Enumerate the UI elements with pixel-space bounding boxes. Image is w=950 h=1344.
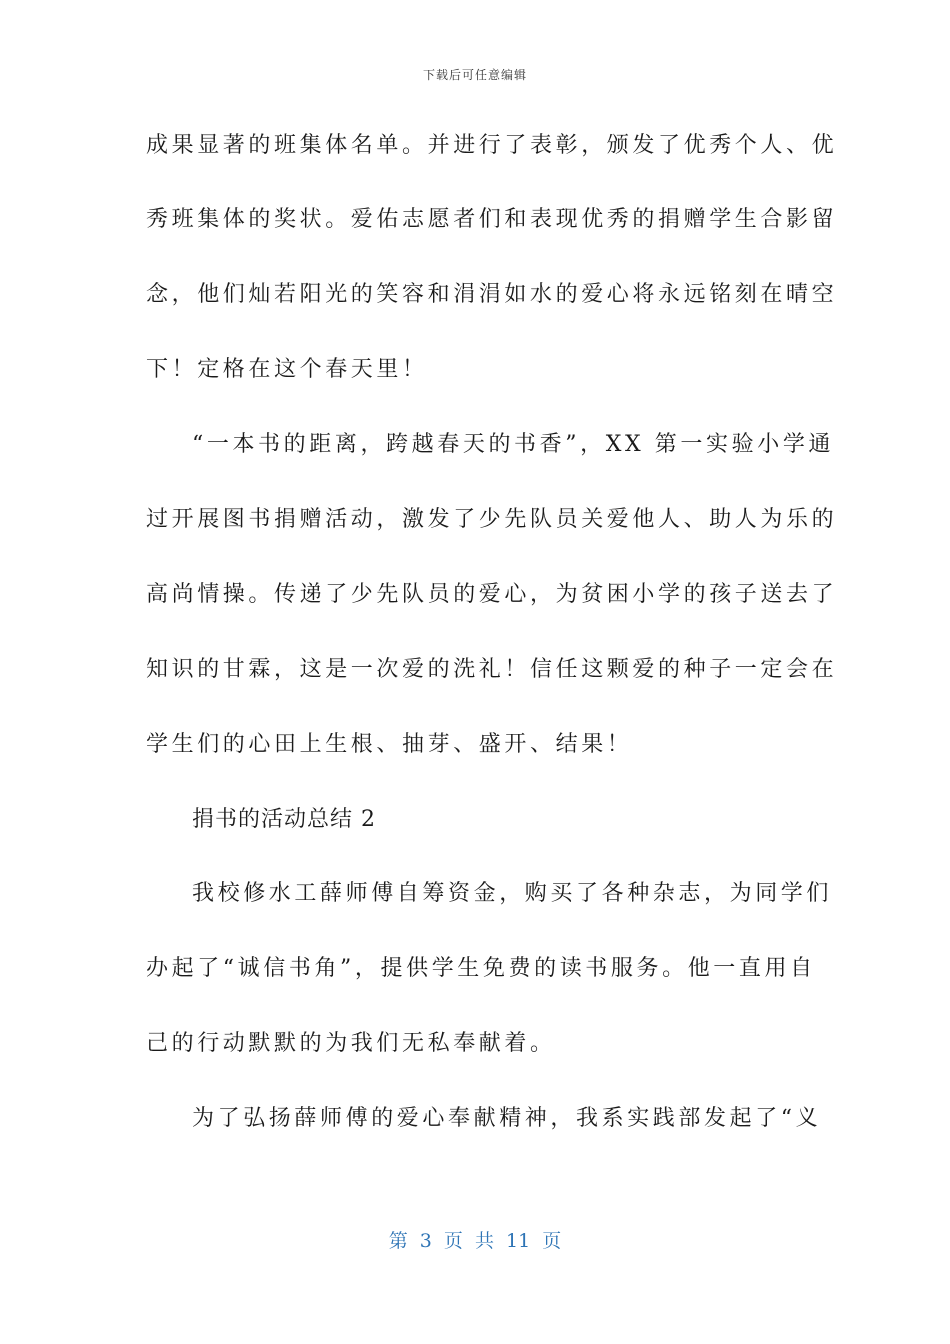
paragraph-line: 知识的甘霖，这是一次爱的洗礼！信任这颗爱的种子一定会在 bbox=[146, 657, 838, 682]
paragraph-line: 秀班集体的奖状。爱佑志愿者们和表现优秀的捐赠学生合影留 bbox=[146, 207, 838, 232]
paragraph-line: 高尚情操。传递了少先队员的爱心，为贫困小学的孩子送去了 bbox=[146, 582, 838, 607]
paragraph-line: 念，他们灿若阳光的笑容和涓涓如水的爱心将永远铭刻在晴空 bbox=[146, 282, 838, 307]
paragraph-line: “一本书的距离，跨越春天的书香”，XX 第一实验小学通 bbox=[192, 432, 835, 457]
paragraph-line: 我校修水工薛师傅自筹资金，购买了各种杂志，为同学们 bbox=[192, 881, 833, 906]
paragraph-line: 过开展图书捐赠活动，激发了少先队员关爱他人、助人为乐的 bbox=[146, 507, 838, 532]
page-header: 下载后可任意编辑 bbox=[422, 68, 527, 82]
paragraph-line: 己的行动默默的为我们无私奉献着。 bbox=[146, 1031, 556, 1056]
paragraph-line: 成果显著的班集体名单。并进行了表彰，颁发了优秀个人、优 bbox=[146, 133, 838, 158]
page-number-footer: 第 3 页 共 11 页 bbox=[388, 1230, 562, 1252]
paragraph-line: 学生们的心田上生根、抽芽、盛开、结果！ bbox=[146, 732, 633, 757]
section-title: 捐书的活动总结 2 bbox=[192, 807, 376, 832]
paragraph-line: 下！定格在这个春天里！ bbox=[146, 357, 428, 382]
paragraph-line: 办起了“诚信书角”，提供学生免费的读书服务。他一直用自 bbox=[146, 956, 816, 981]
paragraph-line: 为了弘扬薛师傅的爱心奉献精神，我系实践部发起了“义 bbox=[192, 1106, 822, 1131]
